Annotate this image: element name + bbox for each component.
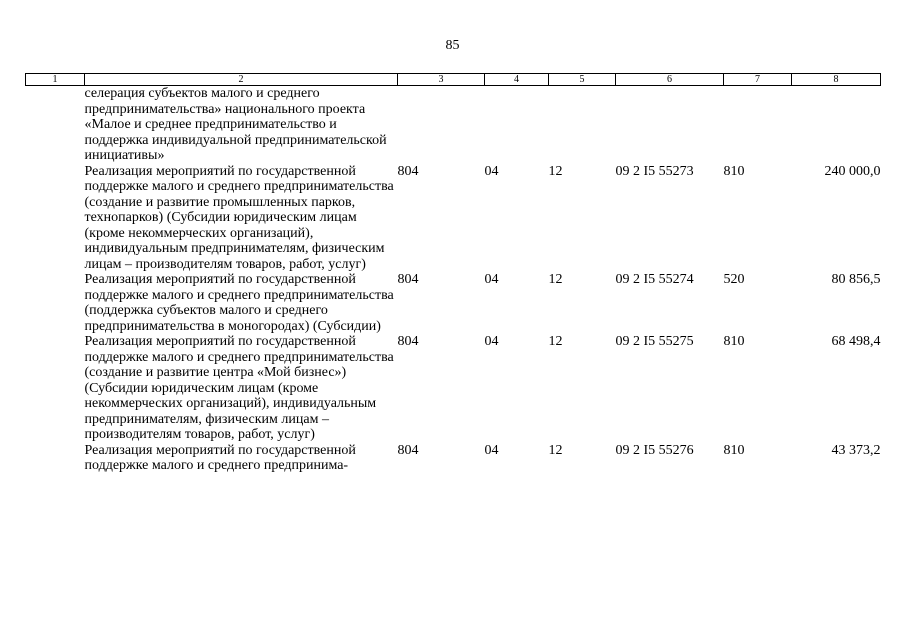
row-description: Реализация мероприятий по государственной поддержке малого и среднего предпринимательства (поддержка субъектов малого и среднего предпринимательства в моногородах) (Субсидии) [84, 272, 394, 334]
column-header-1: 1 [26, 74, 85, 86]
row-expense-type [724, 86, 792, 164]
row-ministry: 804 [397, 272, 419, 287]
column-number-header [26, 74, 881, 86]
row-expense-type: 810 [723, 442, 745, 458]
table-row [26, 86, 881, 164]
row-section: 04 [484, 272, 499, 287]
page-number: 85 [445, 38, 460, 53]
row-amount: 240 000,0 [824, 163, 881, 179]
row-expense-type: 810 [723, 334, 745, 349]
table-row [26, 272, 881, 334]
column-header-4: 4 [485, 74, 549, 86]
budget-table [25, 73, 881, 474]
row-subsection: 12 [548, 442, 563, 458]
row-section: 04 [484, 163, 499, 179]
row-description: селерация субъектов малого и среднего предпринимательства» национального проекта «Малое и среднее предпринимательство и поддержка индивидуальной предпринимательской инициативы» [84, 86, 387, 163]
column-header-7: 7 [724, 74, 792, 86]
row-target: 09 2 I5 55274 [615, 272, 694, 287]
row-target: 09 2 I5 55273 [615, 163, 694, 179]
table-row [26, 164, 881, 273]
row-amount [792, 86, 881, 164]
row-ministry [398, 86, 485, 164]
row-ministry: 804 [397, 334, 419, 349]
row-amount: 68 498,4 [831, 334, 881, 349]
row-target [616, 86, 724, 164]
row-description: Реализация мероприятий по государственной поддержке малого и среднего предпринимательства (создание и развитие промышленных парков, технопарков) (Субсидии юридическим лицам (кроме некоммерческих организаций), индивидуальным предпринимателям, физическим лицам – производителям товаров, работ, услуг) [84, 163, 394, 272]
column-header-8: 8 [792, 74, 881, 86]
row-section: 04 [484, 442, 499, 458]
row-subsection: 12 [548, 163, 563, 179]
row-ministry: 804 [397, 163, 419, 179]
table-row [26, 334, 881, 443]
row-section [485, 86, 549, 164]
row-section: 04 [484, 334, 499, 349]
row-amount: 43 373,2 [831, 442, 881, 458]
table-row [26, 443, 881, 474]
row-subsection: 12 [548, 334, 563, 349]
column-header-5: 5 [549, 74, 616, 86]
row-target: 09 2 I5 55275 [615, 334, 694, 349]
row-description: Реализация мероприятий по государственной поддержке малого и среднего предпринима- [84, 442, 356, 473]
column-header-2: 2 [85, 74, 398, 86]
column-header-3: 3 [398, 74, 485, 86]
row-amount: 80 856,5 [831, 272, 881, 287]
row-subsection: 12 [548, 272, 563, 287]
row-subsection [549, 86, 616, 164]
column-header-6: 6 [616, 74, 724, 86]
row-description: Реализация мероприятий по государственной поддержке малого и среднего предпринимательства (создание и развитие центра «Мой бизнес») (Субсидии юридическим лицам (кроме некоммерческих организаций), индивидуальным предпринимателям, физическим лицам – производителям товаров, работ, услуг) [84, 334, 394, 442]
row-expense-type: 810 [723, 163, 745, 179]
row-expense-type: 520 [723, 272, 745, 287]
row-ministry: 804 [397, 442, 419, 458]
row-target: 09 2 I5 55276 [615, 442, 694, 458]
